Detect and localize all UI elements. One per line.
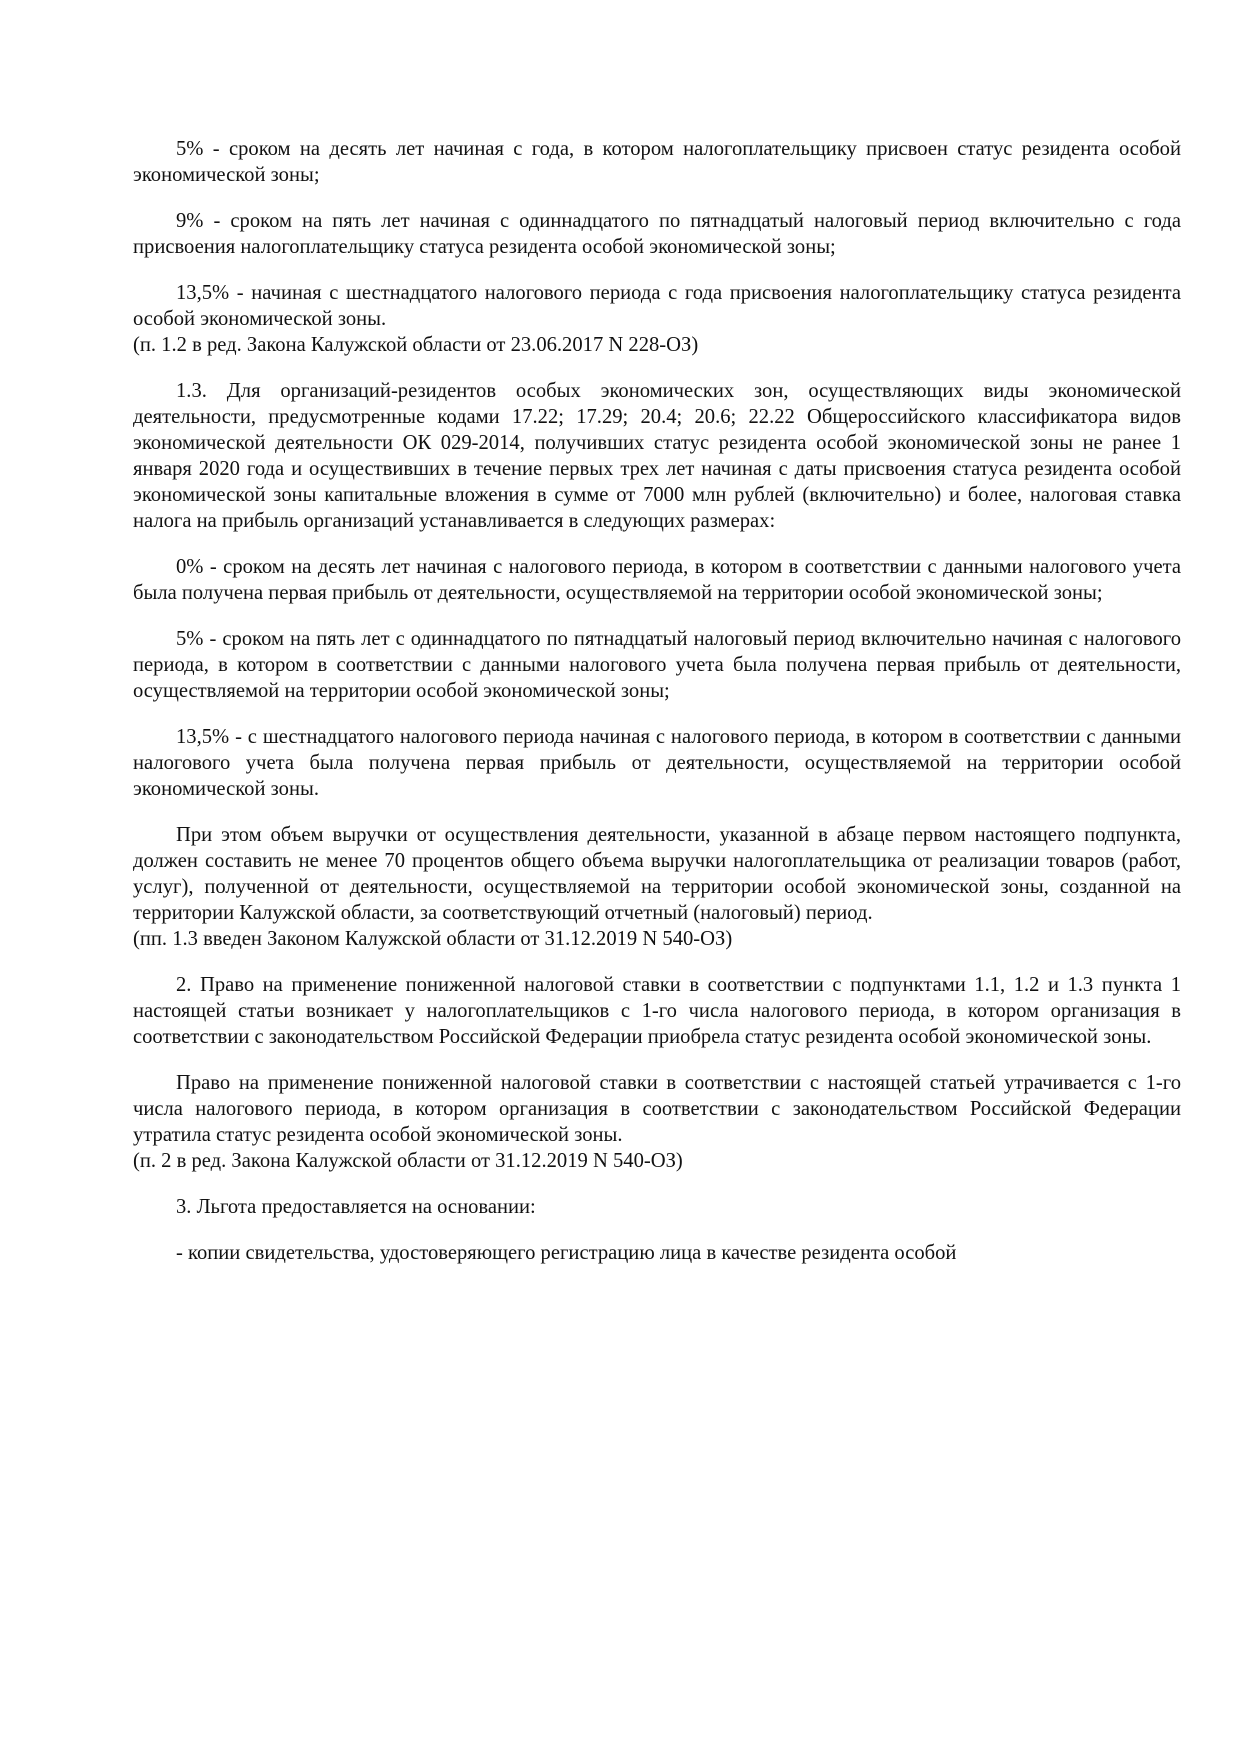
paragraph-rate-9-percent: 9% - сроком на пять лет начиная с одиннадцатого по пятнадцатый налоговый период включительно с года присвоения налогоплательщику статуса резидента особой экономической зоны; [133,210,1181,258]
paragraph-rate-13-5-percent-second: 13,5% - с шестнадцатого налогового периода начиная с налогового периода, в котором в соответствии с данными налогового учета была получена первая прибыль от деятельности, осуществляемой на территории особой экономической зоны. [133,726,1181,800]
amendment-note-2: (п. 2 в ред. Закона Калужской области от 31.12.2019 N 540-ОЗ) [133,1150,683,1172]
paragraph-revenue-condition: При этом объем выручки от осуществления деятельности, указанной в абзаце первом настоящего подпункта, должен составить не менее 70 процентов общего объема выручки налогоплательщика от реализации товаров (работ, услуг), полученной от деятельности, осуществляемой на территории особой экономической зоны, созданной на территории Калужской области, за соответствующий отчетный (налоговый) период. [133,824,1181,924]
amendment-note-1-2: (п. 1.2 в ред. Закона Калужской области от 23.06.2017 N 228-ОЗ) [133,334,699,356]
paragraph-right-loss: Право на применение пониженной налоговой ставки в соответствии с настоящей статьей утрачивается с 1-го числа налогового периода, в котором организация в соответствии с законодательством Российской Федерации утратила статус резидента особой экономической зоны. [133,1072,1181,1146]
paragraph-rate-0-percent: 0% - сроком на десять лет начиная с налогового периода, в котором в соответствии с данными налогового учета была получена первая прибыль от деятельности, осуществляемой на территории особой экономической зоны; [133,556,1181,604]
paragraph-section-2: 2. Право на применение пониженной налоговой ставки в соответствии с подпунктами 1.1, 1.2 и 1.3 пункта 1 настоящей статьи возникает у налогоплательщиков с 1-го числа налогового периода, в котором организация в соответствии с законодательством Российской Федерации приобрела статус резидента особой экономической зоны. [133,974,1181,1048]
paragraph-section-3: 3. Льгота предоставляется на основании: [176,1196,536,1218]
paragraph-rate-13-5-percent: 13,5% - начиная с шестнадцатого налогового периода с года присвоения налогоплательщику статуса резидента особой экономической зоны. [133,282,1181,330]
amendment-note-1-3: (пп. 1.3 введен Законом Калужской области от 31.12.2019 N 540-ОЗ) [133,928,733,950]
document-page [133,136,1181,1286]
paragraph-section-1-3: 1.3. Для организаций-резидентов особых экономических зон, осуществляющих виды экономической деятельности, предусмотренные кодами 17.22; 17.29; 20.4; 20.6; 22.22 Общероссийского классификатора видов экономической деятельности ОК 029-2014, получивших статус резидента особой экономической зоны не ранее 1 января 2020 года и осуществивших в течение первых трех лет начиная с даты присвоения статуса резидента особой экономической зоны капитальные вложения в сумме от 7000 млн рублей (включительно) и более, налоговая ставка налога на прибыль организаций устанавливается в следующих размерах: [133,380,1181,532]
paragraph-certificate-copy: - копии свидетельства, удостоверяющего регистрацию лица в качестве резидента особой [176,1242,957,1264]
paragraph-rate-5-percent: 5% - сроком на десять лет начиная с года, в котором налогоплательщику присвоен статус резидента особой экономической зоны; [133,138,1181,186]
paragraph-rate-5-percent-second: 5% - сроком на пять лет с одиннадцатого по пятнадцатый налоговый период включительно начиная с налогового периода, в котором в соответствии с данными налогового учета была получена первая прибыль от деятельности, осуществляемой на территории особой экономической зоны; [133,628,1181,702]
